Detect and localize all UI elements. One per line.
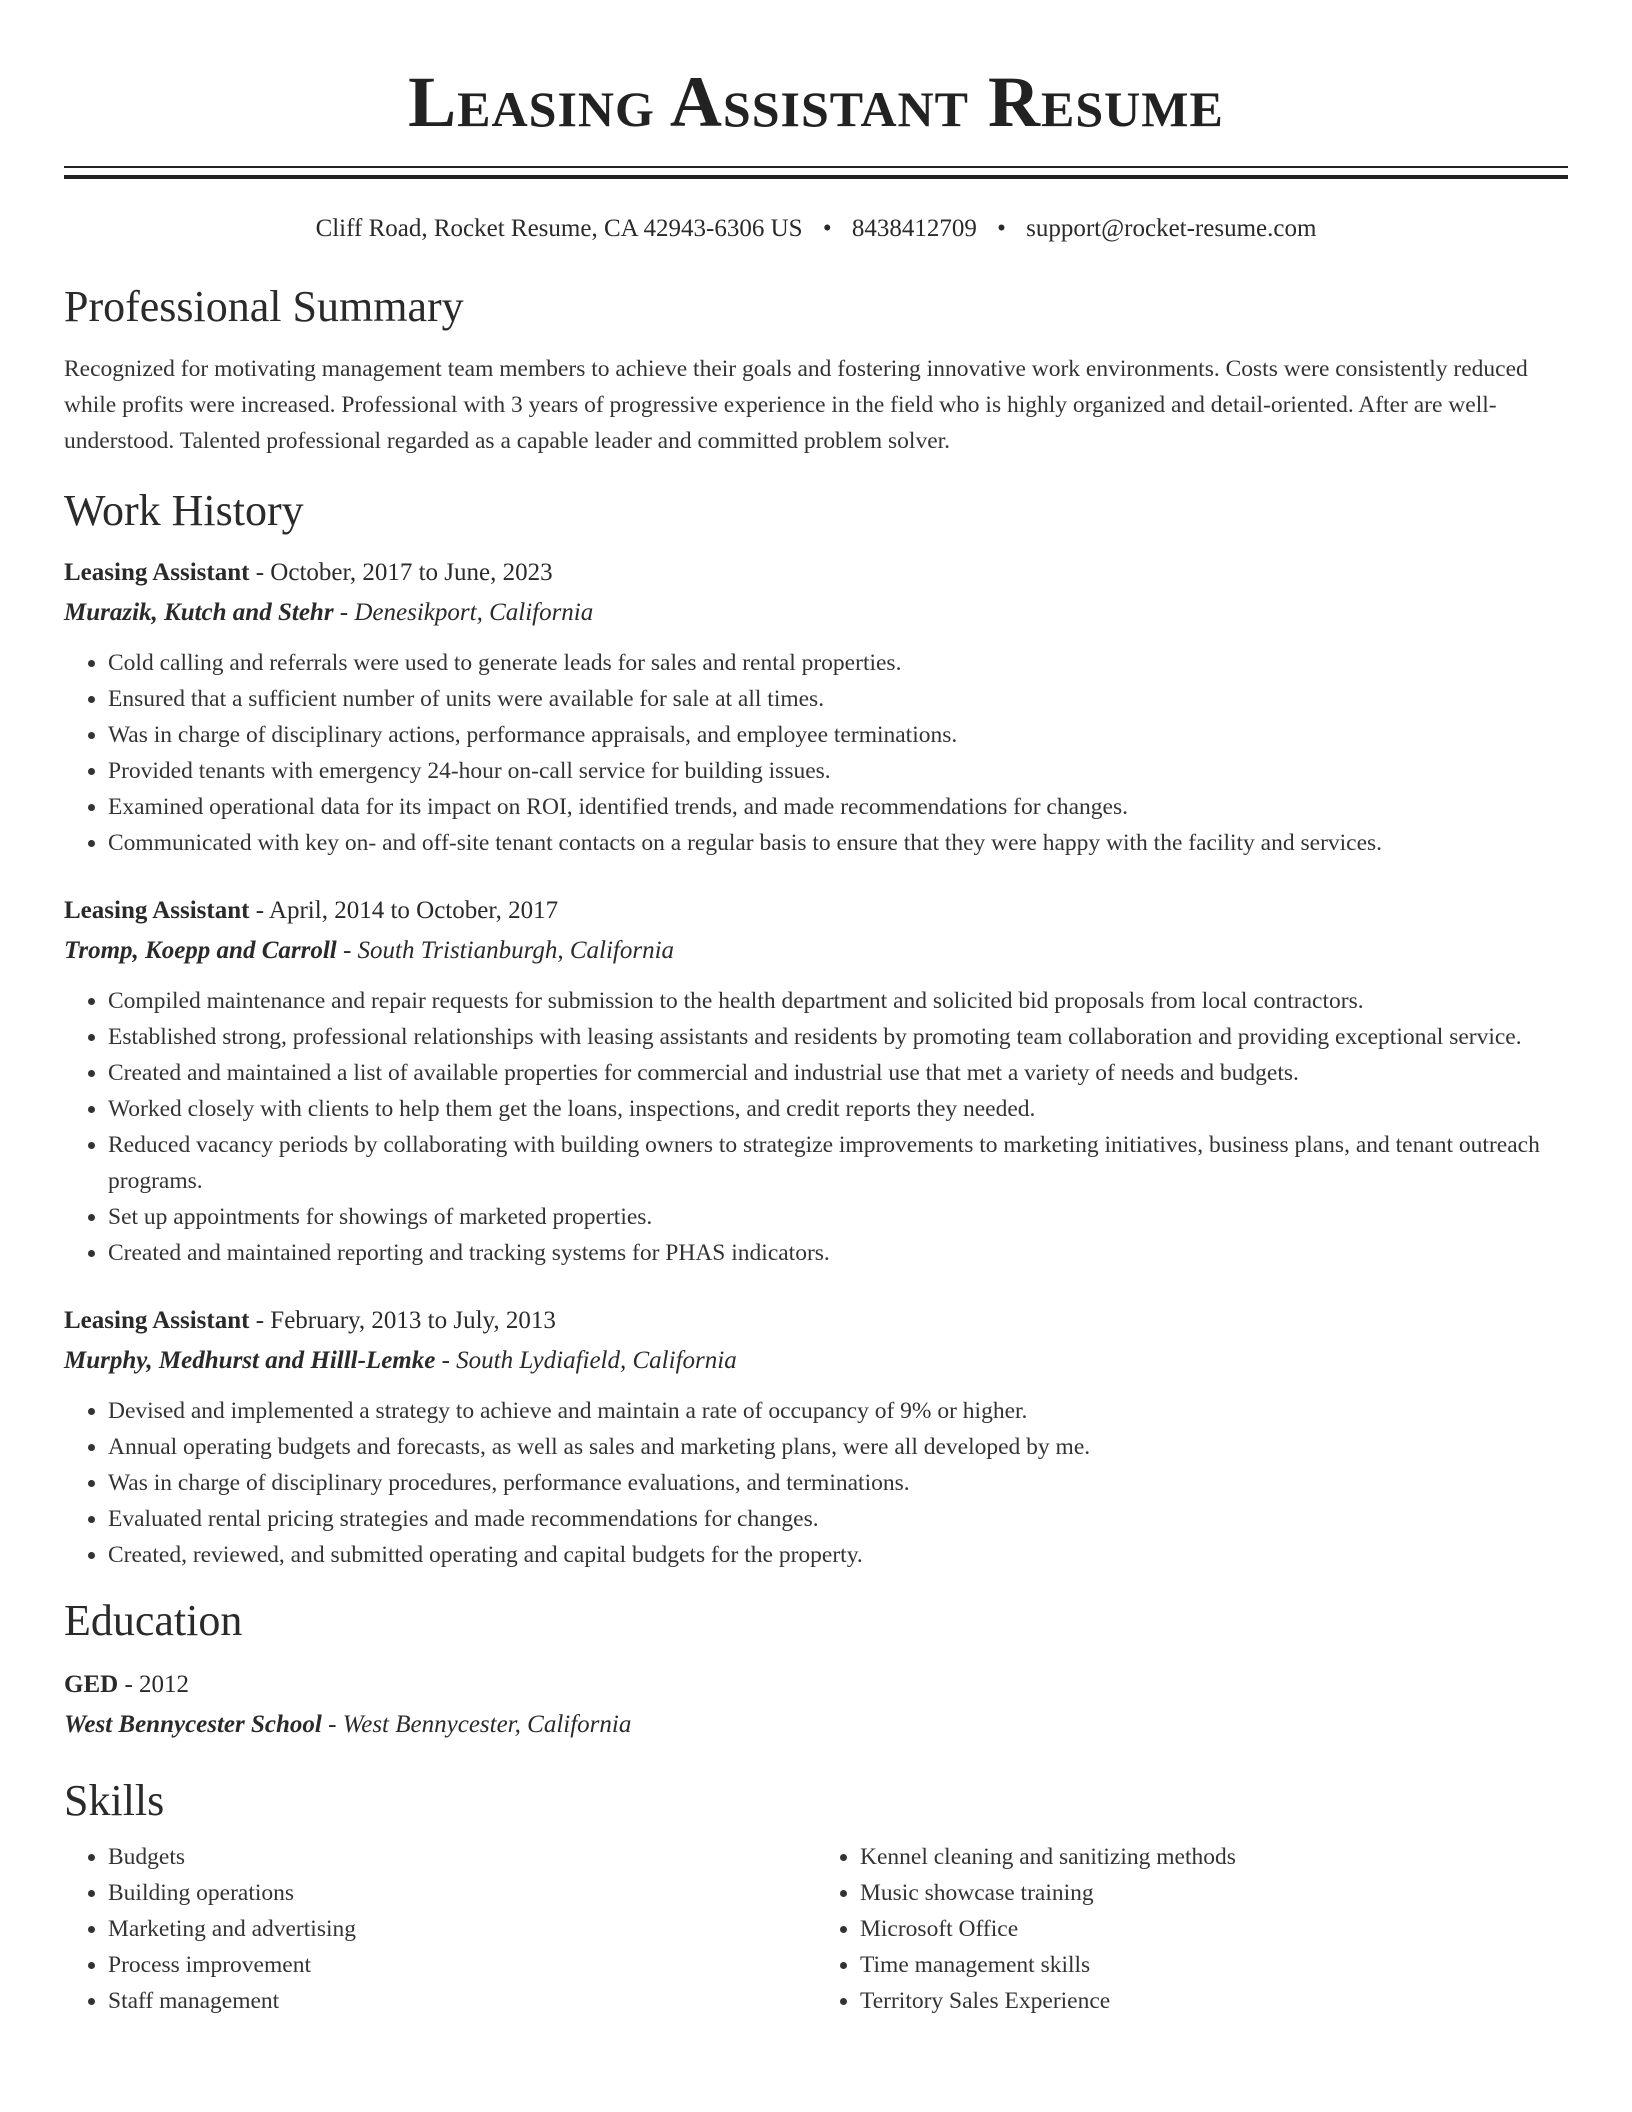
job-bullet: • Worked closely with clients to help them get the loans, inspections, and credit reports they needed.: [108, 1091, 1568, 1127]
job-title: Leasing Assistant: [64, 559, 250, 586]
job-bullet: • Established strong, professional relationships with leasing assistants and residents by promoting team collaboration and providing exceptional service.: [108, 1019, 1568, 1055]
job-bullet: • Provided tenants with emergency 24-hour on-call service for building issues.: [108, 753, 1568, 789]
job-bullet: • Reduced vacancy periods by collaborating with building owners to strategize improvements to marketing initiatives, business plans, and tenant outreach programs.: [108, 1127, 1568, 1199]
job-title: Leasing Assistant: [64, 1307, 250, 1334]
skills-list-right: [816, 1839, 1568, 2019]
job-bullet: • Compiled maintenance and repair requests for submission to the health department and solicited bid proposals from local contractors.: [108, 983, 1568, 1019]
skill-item: • Budgets: [108, 1839, 816, 1875]
job-bullet-list: [64, 645, 1568, 861]
contact-separator: •: [822, 215, 832, 242]
skill-item: • Staff management: [108, 1983, 816, 2019]
skill-item: • Time management skills: [860, 1947, 1568, 1983]
education-location: West Bennycester, California: [342, 1711, 632, 1738]
job-bullet: • Was in charge of disciplinary procedures, performance evaluations, and terminations.: [108, 1465, 1568, 1501]
skill-item: • Microsoft Office: [860, 1911, 1568, 1947]
job-bullet: • Evaluated rental pricing strategies and made recommendations for changes.: [108, 1501, 1568, 1537]
job-title: Leasing Assistant: [64, 897, 250, 924]
job-bullet: • Was in charge of disciplinary actions, performance appraisals, and employee terminations.: [108, 717, 1568, 753]
education-degree-line: GED - 2012: [64, 1671, 190, 1698]
job-entry: [64, 553, 1568, 861]
job-company: Tromp, Koepp and Carroll: [64, 937, 337, 964]
work-history-heading: Work History: [64, 486, 304, 535]
job-bullet: • Created and maintained reporting and tracking systems for PHAS indicators.: [108, 1235, 1568, 1271]
contact-email: support@rocket-resume.com: [1026, 215, 1317, 242]
skills-heading: Skills: [64, 1776, 165, 1825]
job-bullet: • Annual operating budgets and forecasts, as well as sales and marketing plans, were all developed by me.: [108, 1429, 1568, 1465]
job-dates: April, 2014 to October, 2017: [268, 897, 559, 924]
job-title-line: Leasing Assistant - February, 2013 to July, 2013: [64, 1307, 556, 1334]
job-bullet: • Created and maintained a list of available properties for commercial and industrial use that met a variety of needs and budgets.: [108, 1055, 1568, 1091]
title-divider-thick: [64, 175, 1568, 179]
job-company: Murphy, Medhurst and Hilll-Lemke: [64, 1347, 436, 1374]
job-company-line: Murphy, Medhurst and Hilll-Lemke - South Lydiafield, California: [64, 1347, 737, 1374]
job-bullet: • Devised and implemented a strategy to achieve and maintain a rate of occupancy of 9% or higher.: [108, 1393, 1568, 1429]
job-entry: [64, 1301, 1568, 1573]
education-year: 2012: [139, 1671, 190, 1698]
job-location: South Tristianburgh, California: [357, 937, 675, 964]
skill-item: • Process improvement: [108, 1947, 816, 1983]
title-divider-thin: [64, 166, 1568, 168]
job-bullet: • Created, reviewed, and submitted operating and capital budgets for the property.: [108, 1537, 1568, 1573]
job-bullet-list: [64, 983, 1568, 1271]
contact-address: Cliff Road, Rocket Resume, CA 42943-6306 US: [315, 215, 803, 242]
skills-list-left: [64, 1839, 816, 2019]
job-bullet: • Set up appointments for showings of marketed properties.: [108, 1199, 1568, 1235]
contact-separator: •: [997, 215, 1006, 242]
job-title-line: Leasing Assistant - April, 2014 to October, 2017: [64, 897, 559, 924]
education-school-line: West Bennycester School - West Bennycester, California: [64, 1711, 632, 1738]
education-entry: [64, 1665, 1568, 1745]
job-company-line: Murazik, Kutch and Stehr - Denesikport, California: [64, 599, 594, 626]
job-bullet-list: [64, 1393, 1568, 1573]
job-company: Murazik, Kutch and Stehr: [64, 599, 334, 626]
job-bullet: • Communicated with key on- and off-site tenant contacts on a regular basis to ensure that they were happy with the facility and services.: [108, 825, 1568, 861]
skills-columns: [64, 1839, 1568, 2019]
job-entry: [64, 891, 1568, 1271]
job-title-line: Leasing Assistant - October, 2017 to June, 2023: [64, 559, 553, 586]
education-degree: GED: [64, 1671, 119, 1698]
education-heading: Education: [64, 1596, 243, 1645]
contact-phone: 8438412709: [851, 215, 977, 242]
job-bullet: • Cold calling and referrals were used to generate leads for sales and rental properties.: [108, 645, 1568, 681]
skill-item: • Music showcase training: [860, 1875, 1568, 1911]
job-dates: October, 2017 to June, 2023: [270, 559, 553, 586]
summary-heading: Professional Summary: [64, 282, 464, 331]
contact-line: [64, 213, 1568, 245]
job-bullet: • Ensured that a sufficient number of units were available for sale at all times.: [108, 681, 1568, 717]
job-company-line: Tromp, Koepp and Carroll - South Tristianburgh, California: [64, 937, 675, 964]
job-bullet: • Examined operational data for its impact on ROI, identified trends, and made recommendations for changes.: [108, 789, 1568, 825]
resume-title: Leasing Assistant Resume: [408, 62, 1224, 142]
job-location: Denesikport, California: [354, 599, 594, 626]
summary-text: Recognized for motivating management team members to achieve their goals and fostering innovative work environments. Costs were consistently reduced while profits were increased. Professional with 3 years of progressive experience in the field who is highly organized and detail-oriented. After are well-understood. Talented professional regarded as a capable leader and committed problem solver.: [64, 356, 1528, 454]
education-school: West Bennycester School: [64, 1711, 322, 1738]
skill-item: • Kennel cleaning and sanitizing methods: [860, 1839, 1568, 1875]
job-dates: February, 2013 to July, 2013: [270, 1307, 556, 1334]
skill-item: • Marketing and advertising: [108, 1911, 816, 1947]
skill-item: • Building operations: [108, 1875, 816, 1911]
skill-item: • Territory Sales Experience: [860, 1983, 1568, 2019]
job-location: South Lydiafield, California: [456, 1347, 737, 1374]
